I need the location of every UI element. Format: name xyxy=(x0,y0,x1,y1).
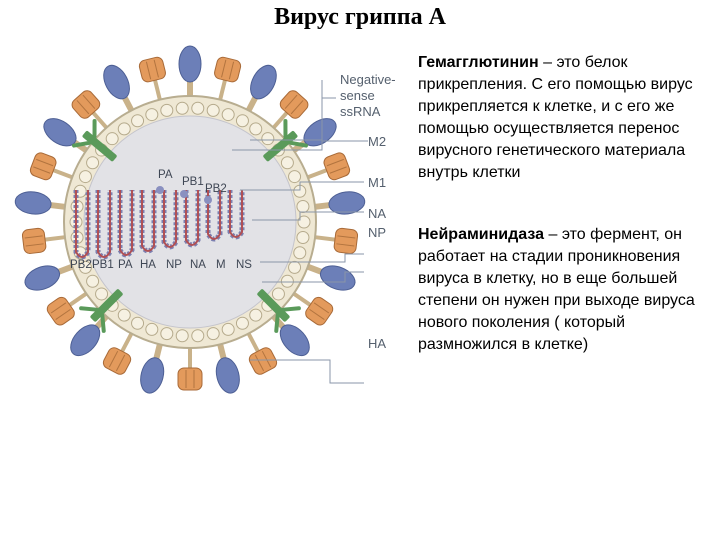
influenza-virion-diagram xyxy=(0,40,400,440)
m1-bead xyxy=(262,133,274,145)
m1-bead xyxy=(146,109,158,121)
m1-bead xyxy=(146,323,158,335)
na-spike xyxy=(22,225,69,254)
label-negative-sense-2: sense xyxy=(340,88,375,103)
segment-label: PB2 xyxy=(70,259,92,271)
page-title: Вирус гриппа А xyxy=(274,4,446,30)
m1-bead xyxy=(87,275,99,287)
polymerase-pa xyxy=(156,186,164,194)
m1-bead xyxy=(236,115,248,127)
neuraminidase-text: – это фермент, он работает на стадии проникновения вируса в клетку, но в еще большей степени он нужен при выходе вируса нового поколения ( который размножился в клетке) xyxy=(418,226,695,353)
m1-bead xyxy=(176,330,188,342)
label-ha: HA xyxy=(368,336,387,351)
m1-bead xyxy=(297,232,309,244)
segment-label: PA xyxy=(118,259,133,271)
neuraminidase-description xyxy=(418,224,708,356)
m1-bead xyxy=(289,171,301,183)
m1-bead xyxy=(161,104,173,116)
polymerase-pb2 xyxy=(204,196,212,204)
ha-spike xyxy=(179,46,201,100)
m1-bead xyxy=(106,133,118,145)
segment-label: NS xyxy=(236,259,252,271)
segment-label: PB1 xyxy=(92,259,114,271)
segment-label: NA xyxy=(190,259,206,271)
label-negative-sense-3: ssRNA xyxy=(340,104,381,119)
label-pb2-top: PB2 xyxy=(205,183,227,195)
m1-bead xyxy=(281,275,293,287)
neuraminidase-term: Нейраминидаза xyxy=(418,226,545,243)
m1-bead xyxy=(118,123,130,135)
label-pb1-top: PB1 xyxy=(182,176,204,188)
m1-bead xyxy=(87,157,99,169)
m1-bead xyxy=(294,247,306,259)
m1-bead xyxy=(272,288,284,300)
m1-bead xyxy=(250,309,262,321)
segment-label: NP xyxy=(166,259,182,271)
m1-bead xyxy=(281,157,293,169)
m1-bead xyxy=(132,317,144,329)
label-na: NA xyxy=(368,206,387,221)
m1-bead xyxy=(79,171,91,183)
m1-bead xyxy=(236,317,248,329)
label-m1: M1 xyxy=(368,175,387,190)
m1-bead xyxy=(222,109,234,121)
m1-bead xyxy=(297,200,309,212)
m1-bead xyxy=(207,328,219,340)
m1-bead xyxy=(207,104,219,116)
m1-bead xyxy=(132,115,144,127)
m1-bead xyxy=(96,288,108,300)
segment-label: M xyxy=(216,259,226,271)
m1-bead xyxy=(222,323,234,335)
label-negative-sense-1: Negative- xyxy=(340,72,396,87)
ha-spike xyxy=(14,190,70,218)
hemagglutinin-description xyxy=(418,52,708,184)
na-spike xyxy=(312,225,359,254)
polymerase-pb1 xyxy=(180,190,188,198)
label-pa-top: PA xyxy=(158,169,173,181)
ha-spike xyxy=(310,190,366,218)
label-np: NP xyxy=(368,225,387,240)
m1-bead xyxy=(250,123,262,135)
m1-bead xyxy=(118,309,130,321)
m1-bead xyxy=(192,330,204,342)
na-spike xyxy=(178,346,202,390)
m1-bead xyxy=(289,261,301,273)
m1-bead xyxy=(161,328,173,340)
label-m2: M2 xyxy=(368,134,387,149)
hemagglutinin-term: Гемагглютинин xyxy=(418,54,539,71)
segment-label: HA xyxy=(140,259,156,271)
m1-bead xyxy=(176,102,188,114)
hemagglutinin-text: – это белок прикрепления. С его помощью вирус прикрепляется к клетке, и с его же помощью осуществляется перенос вирусного генетического материала внутрь клетки xyxy=(418,54,693,181)
m1-bead xyxy=(192,102,204,114)
